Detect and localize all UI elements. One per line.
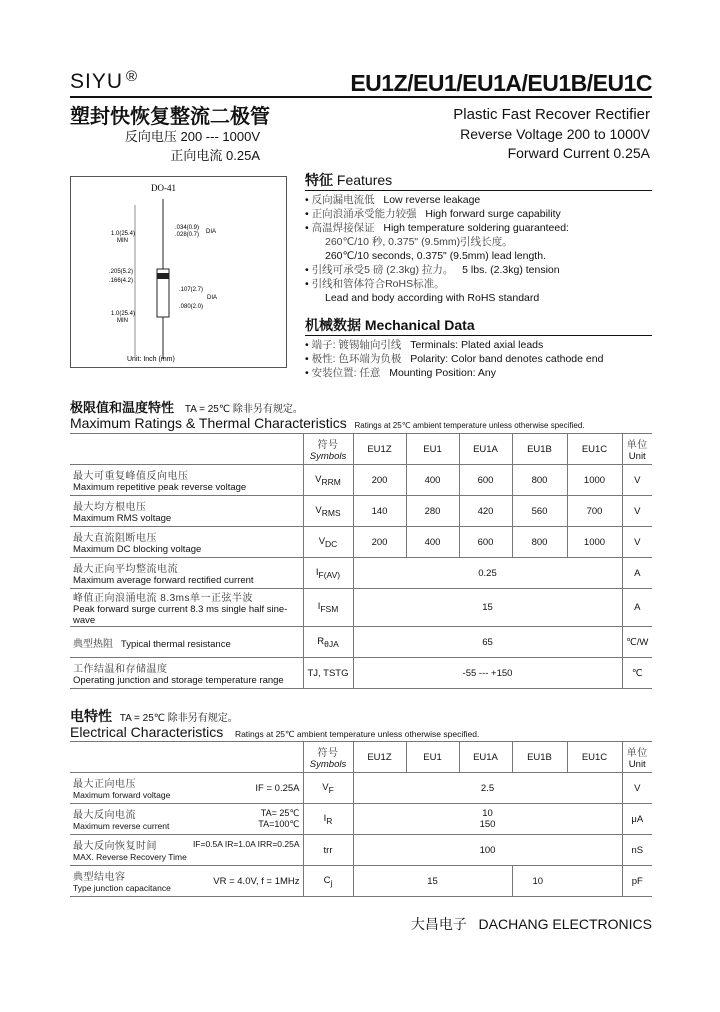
- unit-cell: A: [622, 558, 652, 589]
- symbol-cell: TJ, TSTG: [303, 658, 353, 689]
- param-cell: 最大正向电压 Maximum forward voltage IF = 0.25A: [70, 773, 303, 804]
- dim-body-dia-min: .080(2.0): [179, 304, 204, 310]
- table-row: [70, 496, 652, 527]
- unit-cell: V: [622, 496, 652, 527]
- param-cell: 最大反向恢复时间 MAX. Reverse Recovery Time IF=0.5A IR=1.0A IRR=0.25A: [70, 835, 303, 866]
- unit-cell: μA: [622, 804, 652, 835]
- company-en: DACHANG ELECTRONICS: [478, 916, 652, 932]
- mechanical-list: [305, 338, 655, 380]
- max-ratings-heading-en-line: [70, 415, 585, 431]
- title-cn: 塑封快恢复整流二极管: [70, 106, 270, 128]
- symbol-cell: $I_{FSM}$: [303, 589, 353, 627]
- unit-header: 单位 Unit: [622, 434, 652, 465]
- param-cell: 工作结温和存储温度 Operating junction and storage temperature range: [70, 658, 303, 689]
- table-row: [70, 804, 652, 835]
- feature-item: • 反向漏电流低 Low reverse leakage: [305, 194, 481, 206]
- current-en: Forward Current 0.25A: [507, 145, 650, 161]
- symbol-cell: $I_{F(AV)}$: [303, 558, 353, 589]
- company-cn: 大昌电子: [410, 916, 467, 932]
- electrical-cond-cn: TA = 25℃ 除非另有规定。: [119, 713, 238, 724]
- title-en: Plastic Fast Recover Rectifier: [453, 106, 650, 123]
- value-cell: 560: [512, 496, 567, 527]
- features-heading-cn: 特征: [305, 172, 333, 188]
- table-row: [70, 627, 652, 658]
- value-cell: 600: [459, 465, 512, 496]
- value-cell: 140: [353, 496, 406, 527]
- unit-cell: nS: [622, 835, 652, 866]
- dim-body-dia-max: .107(2.7): [179, 287, 204, 293]
- feature-item: • 引线可承受5 磅 (2.3kg) 拉力。 5 lbs. (2.3kg) tension: [305, 264, 560, 276]
- param-cell: 最大正向平均整流电流 Maximum average forward rectified current: [70, 558, 303, 589]
- features-heading-en: Features: [336, 172, 393, 188]
- dim-bottom-len: 1.0(25.4): [111, 311, 136, 317]
- dim-lead-dia-max: .034(0.9): [175, 225, 200, 231]
- symbol-cell: $V_{DC}$: [303, 527, 353, 558]
- unit-cell: V: [622, 773, 652, 804]
- electrical-heading-en: Electrical Characteristics: [70, 724, 224, 740]
- value-cell: 2.5: [353, 773, 622, 804]
- col-header: EU1C: [567, 742, 622, 773]
- condition: IF=0.5A IR=1.0A IRR=0.25A: [192, 839, 300, 849]
- max-ratings-heading-cn: 极限值和温度特性: [70, 400, 175, 415]
- header-rule: [70, 96, 652, 98]
- param-cell: 最大直流阻断电压 Maximum DC blocking voltage: [70, 527, 303, 558]
- unit-cell: A: [622, 589, 652, 627]
- dim-lead-dia-min: .028(0.7): [175, 232, 200, 238]
- registered-mark: ®: [126, 68, 139, 85]
- col-header: EU1Z: [353, 434, 406, 465]
- table-header-row: [70, 742, 652, 773]
- param-cell: 最大反向电流 Maximum reverse current TA= 25℃ TA=100℃: [70, 804, 303, 835]
- electrical-cond-en: Ratings at 25℃ ambient temperature unless otherwise specified.: [234, 729, 480, 739]
- table-row: [70, 465, 652, 496]
- value-cell: 200: [353, 465, 406, 496]
- dim-bottom-min: MIN: [117, 318, 128, 324]
- table-row: [70, 773, 652, 804]
- value-cell: 420: [459, 496, 512, 527]
- value-cell: 700: [567, 496, 622, 527]
- col-header: EU1C: [567, 434, 622, 465]
- max-ratings-heading-en: Maximum Ratings & Thermal Characteristics: [70, 415, 347, 431]
- company-footer: [411, 914, 652, 934]
- voltage-en: Reverse Voltage 200 to 1000V: [460, 126, 650, 142]
- dim-top-min: MIN: [117, 238, 128, 244]
- symbol-cell: $I_R$: [303, 804, 353, 835]
- package-name: DO-41: [151, 183, 176, 193]
- table-header-row: [70, 434, 652, 465]
- feature-item: • 正向浪涌承受能力较强 High forward surge capability: [305, 208, 561, 220]
- dim-body-dia-label: DIA: [207, 295, 218, 301]
- mechanical-item: • 安装位置: 任意 Mounting Position: Any: [305, 367, 497, 379]
- col-header: EU1A: [459, 434, 512, 465]
- value-cell: 800: [512, 527, 567, 558]
- col-header: EU1: [406, 434, 459, 465]
- value-cell: 10: [512, 866, 622, 897]
- param-cell: 典型结电容 Type junction capacitance VR = 4.0V, f = 1MHz: [70, 866, 303, 897]
- feature-item: 260℃/10 秒, 0.375" (9.5mm)引线长度。: [325, 236, 513, 248]
- feature-item: Lead and body according with RoHS standard: [325, 292, 540, 304]
- mechanical-item: • 极性: 色环端为负极 Polarity: Color band denotes cathode end: [305, 353, 604, 365]
- table-row: [70, 658, 652, 689]
- symbols-header: 符号 Symbols: [303, 742, 353, 773]
- symbol-cell: $V_{RMS}$: [303, 496, 353, 527]
- symbol-cell: $V_F$: [303, 773, 353, 804]
- feature-item: 260℃/10 seconds, 0.375" (9.5mm) lead length.: [325, 250, 546, 262]
- unit-cell: ℃: [622, 658, 652, 689]
- condition: TA=100℃: [258, 819, 300, 829]
- electrical-heading-cn-line: [70, 706, 238, 726]
- condition: VR = 4.0V, f = 1MHz: [213, 875, 300, 887]
- condition: IF = 0.25A: [255, 782, 300, 794]
- features-list: [305, 193, 655, 305]
- table-row: [70, 835, 652, 866]
- param-cell: 典型热阻 Typical thermal resistance: [70, 627, 303, 658]
- symbol-cell: $R_{\theta JA}$: [303, 627, 353, 658]
- unit-cell: V: [622, 527, 652, 558]
- col-header: EU1Z: [353, 742, 406, 773]
- value-cell: 100: [353, 835, 622, 866]
- param-cell: 峰值正向浪涌电流 8.3ms单一正弦半波 Peak forward surge current 8.3 ms single half sine-wave: [70, 589, 303, 627]
- param-cell: 最大可重复峰值反向电压 Maximum repetitive peak reverse voltage: [70, 465, 303, 496]
- electrical-table: [70, 741, 652, 897]
- value-cell: 800: [512, 465, 567, 496]
- dim-body-len-max: .205(5.2): [109, 269, 134, 275]
- table-row: [70, 866, 652, 897]
- value-cell: -55 --- +150: [353, 658, 622, 689]
- current-cn: 正向电流 0.25A: [170, 148, 260, 163]
- value-cell: 600: [459, 527, 512, 558]
- package-diagram: [70, 176, 287, 368]
- unit-header: 单位 Unit: [622, 742, 652, 773]
- value-cell: 1000: [567, 527, 622, 558]
- unit-cell: ℃/W: [622, 627, 652, 658]
- value-cell: 400: [406, 527, 459, 558]
- value-cell: 10 150: [353, 804, 622, 835]
- max-ratings-table: [70, 433, 652, 689]
- value-cell: 15: [353, 589, 622, 627]
- value-cell: 0.25: [353, 558, 622, 589]
- symbol-cell: trr: [303, 835, 353, 866]
- max-ratings-heading-cn-line: [70, 397, 303, 416]
- param-cell: 最大均方根电压 Maximum RMS voltage: [70, 496, 303, 527]
- table-row: [70, 527, 652, 558]
- brand-name: SIYU: [70, 70, 124, 93]
- dim-top-len: 1.0(25.4): [111, 231, 136, 237]
- value-cell: 15: [353, 866, 512, 897]
- col-header: EU1A: [459, 742, 512, 773]
- value-cell: 65: [353, 627, 622, 658]
- voltage-cn: 反向电压 200 --- 1000V: [124, 129, 260, 144]
- table-row: [70, 558, 652, 589]
- mechanical-heading-en: Mechanical Data: [364, 317, 475, 333]
- mechanical-heading: [305, 315, 652, 336]
- max-ratings-cond-cn: TA = 25℃ 除非另有规定。: [184, 404, 303, 415]
- max-ratings-cond-en: Ratings at 25℃ ambient temperature unless otherwise specified.: [354, 421, 585, 430]
- unit-cell: pF: [622, 866, 652, 897]
- col-header: EU1B: [512, 742, 567, 773]
- feature-item: • 高温焊接保证 High temperature soldering guaranteed:: [305, 222, 569, 234]
- mechanical-heading-cn: 机械数据: [305, 317, 361, 333]
- value-cell: 400: [406, 465, 459, 496]
- symbol-cell: $V_{RRM}$: [303, 465, 353, 496]
- electrical-heading-cn: 电特性: [70, 708, 112, 724]
- col-header: EU1: [406, 742, 459, 773]
- col-header: EU1B: [512, 434, 567, 465]
- dim-body-len-min: .166(4.2): [109, 278, 134, 284]
- condition: TA= 25℃: [260, 808, 300, 818]
- table-row: [70, 589, 652, 627]
- cathode-band: [157, 273, 169, 279]
- electrical-heading-en-line: [70, 724, 479, 740]
- do41-outline-diagram: [71, 177, 286, 367]
- features-heading: [305, 170, 652, 191]
- brand-logo: [70, 68, 138, 94]
- dim-units: Unit: Inch (mm): [127, 356, 175, 363]
- value-cell: 200: [353, 527, 406, 558]
- symbol-cell: $C_j$: [303, 866, 353, 897]
- dim-lead-dia-label: DIA: [206, 229, 217, 235]
- value-cell: 280: [406, 496, 459, 527]
- symbols-header: 符号 Symbols: [303, 434, 353, 465]
- mechanical-item: • 端子: 镀锡轴向引线 Terminals: Plated axial leads: [305, 339, 544, 351]
- part-numbers: EU1Z/EU1/EU1A/EU1B/EU1C: [350, 70, 652, 96]
- unit-cell: V: [622, 465, 652, 496]
- feature-item: • 引线和管体符合RoHS标准。: [305, 278, 445, 290]
- value-cell: 1000: [567, 465, 622, 496]
